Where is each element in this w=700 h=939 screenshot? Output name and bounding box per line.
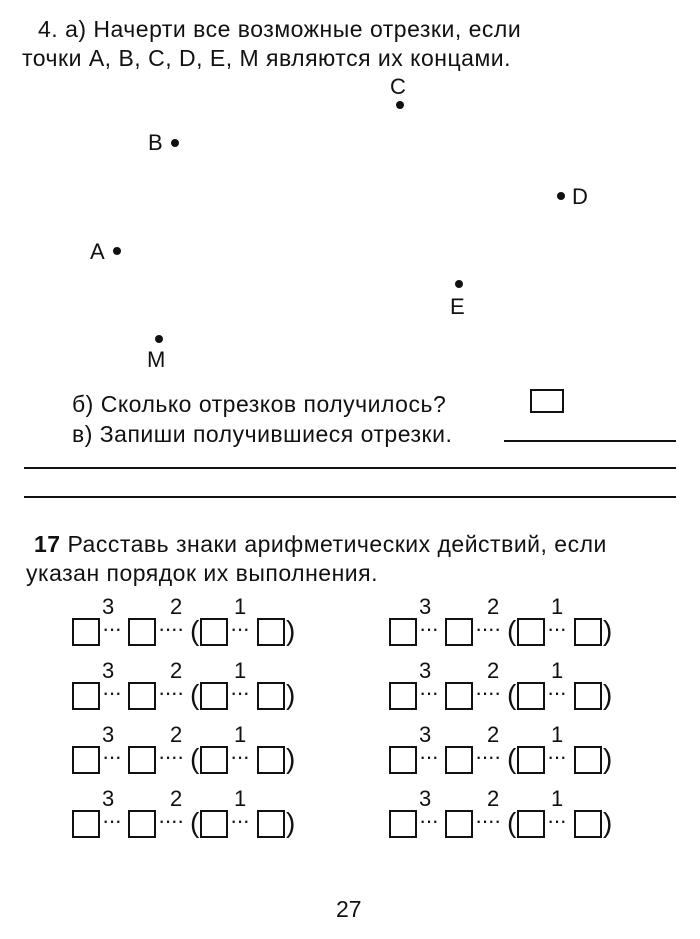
number-box[interactable] bbox=[517, 618, 545, 646]
order-number-3: 3 bbox=[419, 786, 432, 811]
open-paren: ( bbox=[507, 615, 517, 646]
operation-slot[interactable]: ··· bbox=[102, 744, 121, 769]
number-box[interactable] bbox=[574, 810, 602, 838]
operation-slot[interactable]: ··· bbox=[419, 616, 438, 641]
operation-slot[interactable]: ···· bbox=[475, 616, 501, 641]
point-a-label: A bbox=[90, 239, 105, 264]
arithmetic-expression bbox=[389, 594, 629, 656]
number-box[interactable] bbox=[200, 682, 228, 710]
number-box[interactable] bbox=[72, 682, 100, 710]
order-number-1: 1 bbox=[234, 722, 247, 747]
operation-slot[interactable]: ··· bbox=[547, 616, 566, 641]
close-paren: ) bbox=[603, 679, 613, 710]
question-b: б) Сколько отрезков получилось? bbox=[72, 391, 447, 417]
number-box[interactable] bbox=[72, 618, 100, 646]
point-c-label: C bbox=[390, 74, 406, 99]
operation-slot[interactable]: ··· bbox=[230, 680, 249, 705]
number-box[interactable] bbox=[574, 682, 602, 710]
operation-slot[interactable]: ··· bbox=[230, 616, 249, 641]
number-box[interactable] bbox=[389, 682, 417, 710]
task17-line1-text: Расставь знаки арифметических действий, если bbox=[67, 531, 607, 557]
operation-slot[interactable]: ··· bbox=[547, 680, 566, 705]
number-box[interactable] bbox=[257, 810, 285, 838]
close-paren: ) bbox=[286, 615, 296, 646]
page-number: 27 bbox=[336, 896, 362, 922]
operation-slot[interactable]: ···· bbox=[158, 808, 184, 833]
number-box[interactable] bbox=[200, 810, 228, 838]
point-d-label: D bbox=[572, 184, 588, 209]
close-paren: ) bbox=[286, 679, 296, 710]
arithmetic-expression bbox=[389, 722, 629, 784]
point-e-dot bbox=[455, 280, 463, 288]
point-b-label: B bbox=[148, 130, 163, 155]
number-box[interactable] bbox=[72, 810, 100, 838]
operation-slot[interactable]: ··· bbox=[102, 680, 121, 705]
number-box[interactable] bbox=[389, 618, 417, 646]
order-number-2: 2 bbox=[487, 658, 500, 683]
point-e-label: E bbox=[450, 294, 465, 319]
number-box[interactable] bbox=[389, 746, 417, 774]
task4-line2: точки A, B, C, D, E, M являются их концами. bbox=[22, 45, 511, 71]
operation-slot[interactable]: ···· bbox=[475, 808, 501, 833]
close-paren: ) bbox=[286, 743, 296, 774]
task17-line2: указан порядок их выполнения. bbox=[26, 560, 378, 586]
number-box[interactable] bbox=[445, 682, 473, 710]
order-number-3: 3 bbox=[102, 594, 115, 619]
open-paren: ( bbox=[507, 679, 517, 710]
operation-slot[interactable]: ···· bbox=[158, 680, 184, 705]
operation-slot[interactable]: ··· bbox=[419, 680, 438, 705]
operation-slot[interactable]: ··· bbox=[102, 808, 121, 833]
order-number-1: 1 bbox=[234, 594, 247, 619]
point-b-dot bbox=[171, 139, 179, 147]
order-number-2: 2 bbox=[487, 594, 500, 619]
order-number-1: 1 bbox=[551, 722, 564, 747]
number-box[interactable] bbox=[128, 618, 156, 646]
arithmetic-expression bbox=[72, 722, 312, 784]
operation-slot[interactable]: ··· bbox=[102, 616, 121, 641]
task4-line1: 4. а) Начерти все возможные отрезки, если bbox=[38, 16, 522, 42]
arithmetic-expression bbox=[72, 594, 312, 656]
order-number-3: 3 bbox=[419, 722, 432, 747]
open-paren: ( bbox=[190, 615, 200, 646]
order-number-3: 3 bbox=[102, 786, 115, 811]
point-d-dot bbox=[557, 192, 565, 200]
operation-slot[interactable]: ··· bbox=[230, 744, 249, 769]
open-paren: ( bbox=[190, 743, 200, 774]
point-m-label: M bbox=[147, 347, 166, 372]
question-v: в) Запиши получившиеся отрезки. bbox=[72, 421, 453, 447]
arithmetic-expression bbox=[72, 658, 312, 720]
close-paren: ) bbox=[286, 807, 296, 838]
operation-slot[interactable]: ··· bbox=[419, 744, 438, 769]
task17-line1 bbox=[34, 531, 607, 558]
operation-slot[interactable]: ···· bbox=[158, 744, 184, 769]
number-box[interactable] bbox=[445, 618, 473, 646]
arithmetic-expression bbox=[72, 786, 312, 848]
answer-line-1[interactable] bbox=[504, 440, 676, 442]
number-box[interactable] bbox=[257, 746, 285, 774]
answer-box-count[interactable] bbox=[530, 389, 564, 413]
close-paren: ) bbox=[603, 807, 613, 838]
order-number-2: 2 bbox=[170, 722, 183, 747]
order-number-1: 1 bbox=[551, 594, 564, 619]
number-box[interactable] bbox=[128, 746, 156, 774]
order-number-2: 2 bbox=[170, 786, 183, 811]
order-number-2: 2 bbox=[170, 658, 183, 683]
operation-slot[interactable]: ···· bbox=[475, 680, 501, 705]
number-box[interactable] bbox=[200, 618, 228, 646]
number-box[interactable] bbox=[517, 746, 545, 774]
number-box[interactable] bbox=[200, 746, 228, 774]
open-paren: ( bbox=[507, 743, 517, 774]
arithmetic-expression bbox=[389, 786, 629, 848]
number-box[interactable] bbox=[128, 682, 156, 710]
point-c-dot bbox=[396, 101, 404, 109]
task17-number: 17 bbox=[34, 531, 61, 557]
arithmetic-expression bbox=[389, 658, 629, 720]
operation-slot[interactable]: ···· bbox=[158, 616, 184, 641]
order-number-1: 1 bbox=[234, 658, 247, 683]
order-number-2: 2 bbox=[170, 594, 183, 619]
order-number-3: 3 bbox=[102, 722, 115, 747]
order-number-3: 3 bbox=[419, 658, 432, 683]
operation-slot[interactable]: ··· bbox=[547, 808, 566, 833]
number-box[interactable] bbox=[574, 618, 602, 646]
number-box[interactable] bbox=[574, 746, 602, 774]
number-box[interactable] bbox=[445, 810, 473, 838]
order-number-1: 1 bbox=[234, 786, 247, 811]
answer-line-2[interactable] bbox=[24, 467, 676, 469]
close-paren: ) bbox=[603, 743, 613, 774]
point-a-dot bbox=[113, 247, 121, 255]
number-box[interactable] bbox=[257, 618, 285, 646]
number-box[interactable] bbox=[517, 682, 545, 710]
order-number-2: 2 bbox=[487, 722, 500, 747]
answer-line-3[interactable] bbox=[24, 496, 676, 498]
open-paren: ( bbox=[190, 807, 200, 838]
operation-slot[interactable]: ··· bbox=[419, 808, 438, 833]
number-box[interactable] bbox=[128, 810, 156, 838]
order-number-1: 1 bbox=[551, 786, 564, 811]
number-box[interactable] bbox=[257, 682, 285, 710]
open-paren: ( bbox=[190, 679, 200, 710]
number-box[interactable] bbox=[72, 746, 100, 774]
open-paren: ( bbox=[507, 807, 517, 838]
number-box[interactable] bbox=[389, 810, 417, 838]
order-number-3: 3 bbox=[102, 658, 115, 683]
operation-slot[interactable]: ···· bbox=[475, 744, 501, 769]
close-paren: ) bbox=[603, 615, 613, 646]
operation-slot[interactable]: ··· bbox=[230, 808, 249, 833]
order-number-1: 1 bbox=[551, 658, 564, 683]
order-number-3: 3 bbox=[419, 594, 432, 619]
operation-slot[interactable]: ··· bbox=[547, 744, 566, 769]
point-m-dot bbox=[155, 335, 163, 343]
order-number-2: 2 bbox=[487, 786, 500, 811]
number-box[interactable] bbox=[517, 810, 545, 838]
number-box[interactable] bbox=[445, 746, 473, 774]
